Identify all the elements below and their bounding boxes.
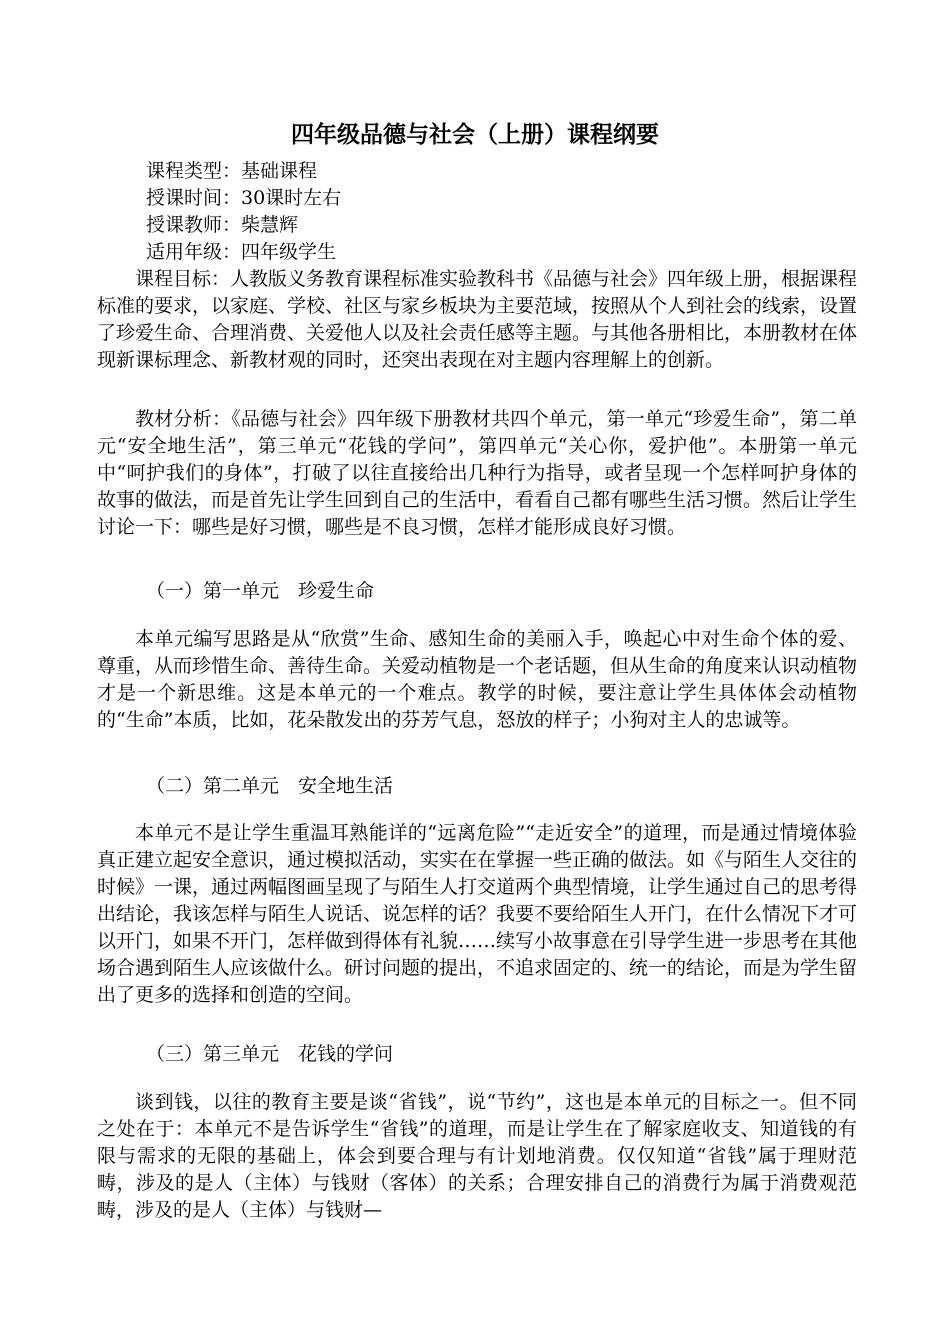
unit2-heading: （二）第二单元 安全地生活 bbox=[146, 775, 394, 797]
unit3-paragraph: 谈到钱，以往的教育主要是谈“省钱”，说“节约”，这也是本单元的目标之一。但不同之处在于：本单元不是告诉学生“省钱”的道理，而是让学生在了解家庭收支、知道钱的有限与需求的无限的基础上，体会到要合理与有计划地消费。仅仅知道“省钱”属于理财范畴，涉及的是人（主体）与钱财（客体）的关系；合理安排自己的消费行为属于消费观范畴，涉及的是人（主体）与钱财— bbox=[97, 1091, 857, 1221]
meta-grade: 适用年级：四年级学生 bbox=[146, 241, 337, 263]
unit3-heading: （三）第三单元 花钱的学问 bbox=[146, 1043, 394, 1065]
unit1-heading: （一）第一单元 珍爱生命 bbox=[146, 580, 375, 602]
meta-teacher: 授课教师：柴慧辉 bbox=[146, 214, 299, 236]
unit2-paragraph: 本单元不是让学生重温耳熟能详的“远离危险”“走近安全”的道理，而是通过情境体验真正建立起安全意识，通过模拟活动，实实在在掌握一些正确的做法。如《与陌生人交往的时候》一课，通过两幅图画呈现了与陌生人打交道两个典型情境，让学生通过自己的思考得出结论，我该怎样与陌生人说话、说怎样的话？我要不要给陌生人开门，在什么情况下才可以开门，如果不开门，怎样做到得体有礼貌……续写小故事意在引导学生进一步思考在其他场合遇到陌生人应该做什么。研讨问题的提出，不追求固定的、统一的结论，而是为学生留出了更多的选择和创造的空间。 bbox=[97, 822, 858, 1006]
analysis-paragraph: 教材分析：《品德与社会》四年级下册教材共四个单元，第一单元“珍爱生命”，第二单元“安全地生活”，第三单元“花钱的学问”，第四单元“关心你，爱护他”。本册第一单元中“呵护我们的身体”，打破了以往直接给出几种行为指导，或者呈现一个怎样呵护身体的故事的做法，而是首先让学生回到自己的生活中，看看自己都有哪些生活习惯。然后让学生讨论一下：哪些是好习惯，哪些是不良习惯，怎样才能形成良好习惯。 bbox=[97, 408, 858, 538]
course-meta bbox=[146, 158, 341, 266]
document-title: 四年级品德与社会（上册）课程纲要 bbox=[291, 122, 659, 148]
meta-duration: 授课时间：30课时左右 bbox=[146, 187, 342, 209]
meta-course-type: 课程类型：基础课程 bbox=[146, 160, 318, 182]
goal-paragraph: 课程目标：人教版义务教育课程标准实验教科书《品德与社会》四年级上册，根据课程标准的要求，以家庭、学校、社区与家乡板块为主要范域，按照从个人到社会的线索，设置了珍爱生命、合理消费、关爱他人以及社会责任感等主题。与其他各册相比，本册教材在体现新课标理念、新教材观的同时，还突出表现在对主题内容理解上的创新。 bbox=[97, 268, 858, 371]
unit1-paragraph: 本单元编写思路是从“欣赏”生命、感知生命的美丽入手，唤起心中对生命个体的爱、尊重，从而珍惜生命、善待生命。关爱动植物是一个老话题，但从生命的角度来认识动植物才是一个新思维。这是本单元的一个难点。教学的时候，要注意让学生具体体会动植物的“生命”本质，比如，花朵散发出的芬芳气息，怒放的样子；小狗对主人的忠诚等。 bbox=[97, 628, 858, 731]
